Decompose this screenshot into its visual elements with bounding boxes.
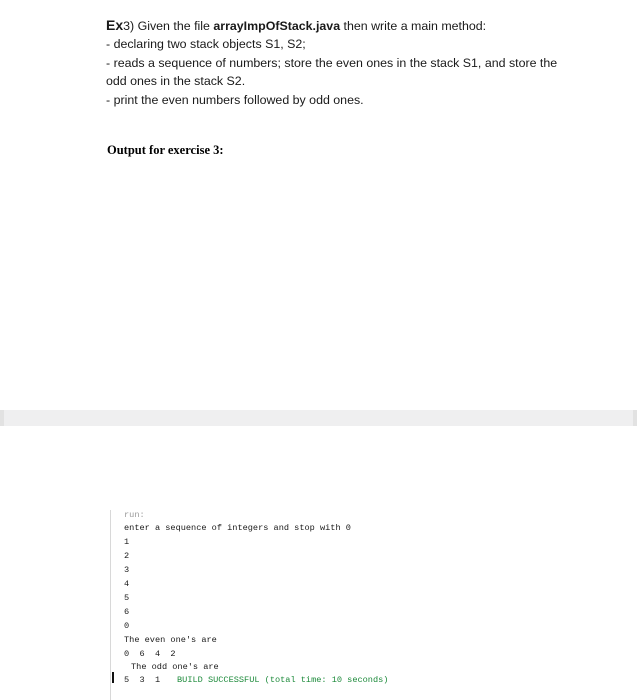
output-page: [0, 426, 637, 700]
exercise-description: [106, 16, 576, 109]
exercise-label: Ex: [106, 17, 124, 33]
bullet-declare: - declaring two stack objects S1, S2;: [106, 37, 306, 52]
run-label: run:: [124, 510, 145, 520]
console-output: [110, 510, 471, 700]
console-prompt: enter a sequence of integers and stop with 0: [124, 523, 351, 533]
exercise-intro: 3) Given the file: [123, 19, 214, 33]
page-divider: [0, 410, 637, 426]
console-input-line: 2: [124, 551, 130, 561]
output-heading: Output for exercise 3:: [107, 143, 224, 157]
bullet-read: - reads a sequence of numbers; store the even ones in the stack S1, and store the: [106, 55, 558, 70]
console-input-line: 6: [124, 607, 130, 617]
bullet-read-cont: odd ones in the stack S2.: [106, 74, 246, 89]
console-input-line: 4: [124, 579, 130, 589]
console-input-line: 3: [124, 565, 130, 575]
odd-label: The odd one's are: [131, 662, 219, 672]
file-name: arrayImpOfStack.java: [213, 19, 341, 33]
console-input-line: 5: [124, 593, 130, 603]
odd-values: 5 3 1: [124, 675, 161, 685]
console-input-line: 0: [124, 621, 130, 631]
build-status: BUILD SUCCESSFUL (total time: 10 seconds): [177, 675, 389, 685]
even-values: 0 6 4 2: [124, 649, 176, 659]
even-label: The even one's are: [124, 635, 217, 645]
exercise-title-line: [106, 16, 576, 35]
bullet-print: - print the even numbers followed by odd ones.: [106, 92, 364, 107]
text-cursor: [112, 672, 114, 683]
exercise-intro-end: then write a main method:: [340, 19, 487, 33]
console-input-line: 1: [124, 537, 130, 547]
